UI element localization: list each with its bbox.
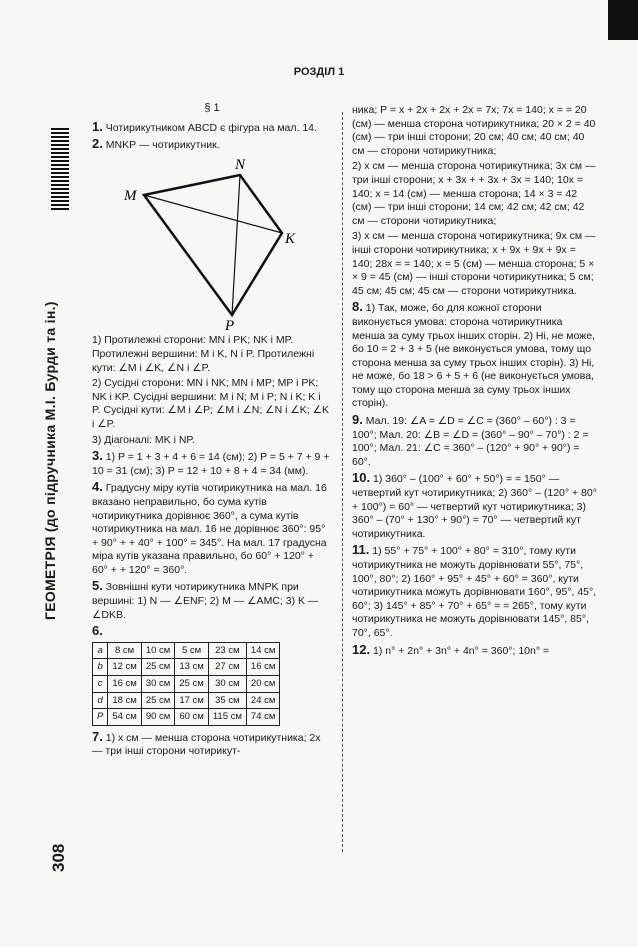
- page-header: РОЗДІЛ 1: [293, 66, 345, 78]
- table-cell: 25 см: [141, 659, 175, 676]
- table-cell: 23 см: [208, 642, 246, 659]
- problem-3: 3. 1) P = 1 + 3 + 4 + 6 = 14 (см); 2) P = 5 + 7 + 9 + 10 = 31 (см); 3) P = 12 + 10 + 8 + 4 = 34 (мм).: [92, 448, 330, 477]
- table-cell: b: [93, 659, 108, 676]
- table-cell: 25 см: [141, 692, 175, 709]
- table-cell: d: [93, 692, 108, 709]
- problem-10: 10. 1) 360° – (100° + 60° + 50°) = = 150° — четвертий кут чотирикутника; 2) 360° – (120° + 80° + 100°) = 60° — четвертий кут чотирикутника; 3) 360° – (70° + 130° + 90°) = 70° — четвертий кут чотирикутника.: [352, 470, 597, 540]
- table-cell: 8 см: [108, 642, 142, 659]
- table-cell: 16 см: [246, 659, 280, 676]
- table-cell: 115 см: [208, 709, 246, 726]
- problem-11: 11. 1) 55° + 75° + 100° + 80° = 310°, тому кути чотирикутника не можуть дорівнювати 55°, 75°, 100°, 80°; 2) 160° + 95° + 45° + 60° = 360°, кути чотирикутника можуть дорівнювати 160°, 95°, 45°, 60°; 3) 145° + 85° + 70° + 65° = = 265°, тому кути чотирикутника не можуть дорівнювати 145°, 85°, 70°, 65°.: [352, 542, 597, 639]
- answer-2-1: 1) Протилежні сторони: MN і PK; NK і MP. Протилежні вершини: M і K, N і P. Протилежні кути: ∠M і ∠K, ∠N і ∠P.: [92, 334, 315, 374]
- answer-7-1: ника; P = x + 2x + 2x + 2x = 7x; 7x = 140; x = = 20 (см) — менша сторона чотирикутника; 20 × 2 = 40 (см) — три інші сторони; 20 см; 40 см; 40 см; 40 см — сторони чотирикутника;: [352, 104, 596, 157]
- table-row: [93, 642, 280, 659]
- table-cell: 90 см: [141, 709, 175, 726]
- table-cell: 30 см: [208, 676, 246, 693]
- quadrilateral-figure: [92, 155, 322, 330]
- label-k: K: [285, 230, 296, 247]
- table-cell: 5 см: [175, 642, 209, 659]
- table-cell: 27 см: [208, 659, 246, 676]
- problem-5: 5. Зовнішні кути чотирикутника MNPK при вершині: 1) N — ∠ENF; 2) M — ∠AMC; 3) K — ∠DKB.: [92, 578, 319, 621]
- table-cell: a: [93, 642, 108, 659]
- left-column: [92, 102, 332, 761]
- table-cell: 13 см: [175, 659, 209, 676]
- table-cell: c: [93, 676, 108, 693]
- problem-2: 2. MNKP — чотирикутник.: [92, 136, 220, 152]
- table-cell: 14 см: [246, 642, 280, 659]
- table-row: [93, 659, 280, 676]
- section-title: § 1: [204, 102, 220, 114]
- table-row: [93, 692, 280, 709]
- label-m: M: [124, 187, 137, 204]
- answer-7-3: 3) x см — менша сторона чотирикутника; 9x см — інші сторони чотирикутника; x + 9x + 9x + 9x = 140; 28x = = 140; x = 5 (см) — менша сторона; 5 × × 9 = 45 (см) — інші сторони чотирикутника; 5 см; 45 см; 45 см; 45 см — сторони чотирикутника.: [352, 230, 596, 297]
- problem-8: 8. 1) Так, може, бо для кожної сторони виконується умова: сторона чотирикутника менша за суму трьох інших сторін. 2) Ні, не може, бо 10 = 2 + 3 + 5 (не виконується умова, тому що сторона менша за суму трьох інших сторін). 3) Ні, не може, бо 18 > 6 + 5 + 6 (не виконується умова, тому що сторона менша за суму трьох інших сторін).: [352, 299, 595, 410]
- table-cell: 17 см: [175, 692, 209, 709]
- label-p: P: [225, 317, 235, 330]
- side-stripes: [51, 128, 69, 212]
- page-number: 308: [49, 843, 68, 872]
- table-cell: 35 см: [208, 692, 246, 709]
- label-n: N: [235, 156, 246, 173]
- table-cell: 12 см: [108, 659, 142, 676]
- table-cell: P: [93, 709, 108, 726]
- vertical-title: ГЕОМЕТРІЯ (до підручника М.І. Бурди та ін.): [42, 301, 58, 620]
- table-cell: 10 см: [141, 642, 175, 659]
- table-cell: 30 см: [141, 676, 175, 693]
- table-cell: 20 см: [246, 676, 280, 693]
- table-cell: 16 см: [108, 676, 142, 693]
- table-row: [93, 676, 280, 693]
- table-cell: 74 см: [246, 709, 280, 726]
- problem-12: 12. 1) n° + 2n° + 3n° + 4n° = 360°; 10n° =: [352, 641, 550, 657]
- answer-2-2: 2) Сусідні сторони: MN і NK; MN і MP; MP і PK; NK і KP. Сусідні вершини: M і N; M і P; N і K; K і P. Сусідні кути: ∠M і ∠P; ∠M і ∠N; ∠N і ∠K; ∠K і ∠P.: [92, 377, 329, 430]
- table-cell: 24 см: [246, 692, 280, 709]
- problem-4: 4. Градусну міру кутів чотирикутника на мал. 16 вказано неправильно, бо сума кутів чотирикутника дорівнює 360°, а сума кутів чотирикутника на мал. 16 не дорівнює 360°: 95° + 90° + + 40° + 100° = 345°. На мал. 17 градусна міра кутів указана правильно, бо 60° + 120° + 60° + + 120° = 360°.: [92, 479, 327, 576]
- table-cell: 54 см: [108, 709, 142, 726]
- problem-1: 1. Чотирикутником ABCD є фігура на мал. 14.: [92, 118, 317, 134]
- problem-7: 7. 1) x см — менша сторона чотирикутника; 2x — три інші сторони чотирикут-: [92, 728, 321, 758]
- column-divider: [342, 112, 343, 852]
- page-corner-shadow: [608, 0, 638, 40]
- answer-2-3: 3) Діагоналі: MK і NP.: [92, 433, 195, 446]
- table-cell: 18 см: [108, 692, 142, 709]
- problem-9: 9. Мал. 19: ∠A = ∠D = ∠C = (360° – 60°) : 3 = 100°; Мал. 20: ∠B = ∠D = (360° – 90° – 70°) : 2 = 100°; Мал. 21: ∠C = 360° – (120° + 90° + 90°) = 60°.: [352, 412, 589, 468]
- sides-table: [92, 642, 280, 726]
- table-row: [93, 709, 280, 726]
- problem-6: 6.: [92, 623, 103, 639]
- right-column: [352, 104, 598, 660]
- answer-7-2: 2) x см — менша сторона чотирикутника; 3x см — три інші сторони; x + 3x + + 3x + 3x = 140; 10x = 140; x = 14 (см) — менша сторона; 14 × 3 = 42 (см) — три інші сторони; 14 см; 42 см; 42 см; 42 см — сторони чотирикутника;: [352, 160, 596, 227]
- table-cell: 60 см: [175, 709, 209, 726]
- table-cell: 25 см: [175, 676, 209, 693]
